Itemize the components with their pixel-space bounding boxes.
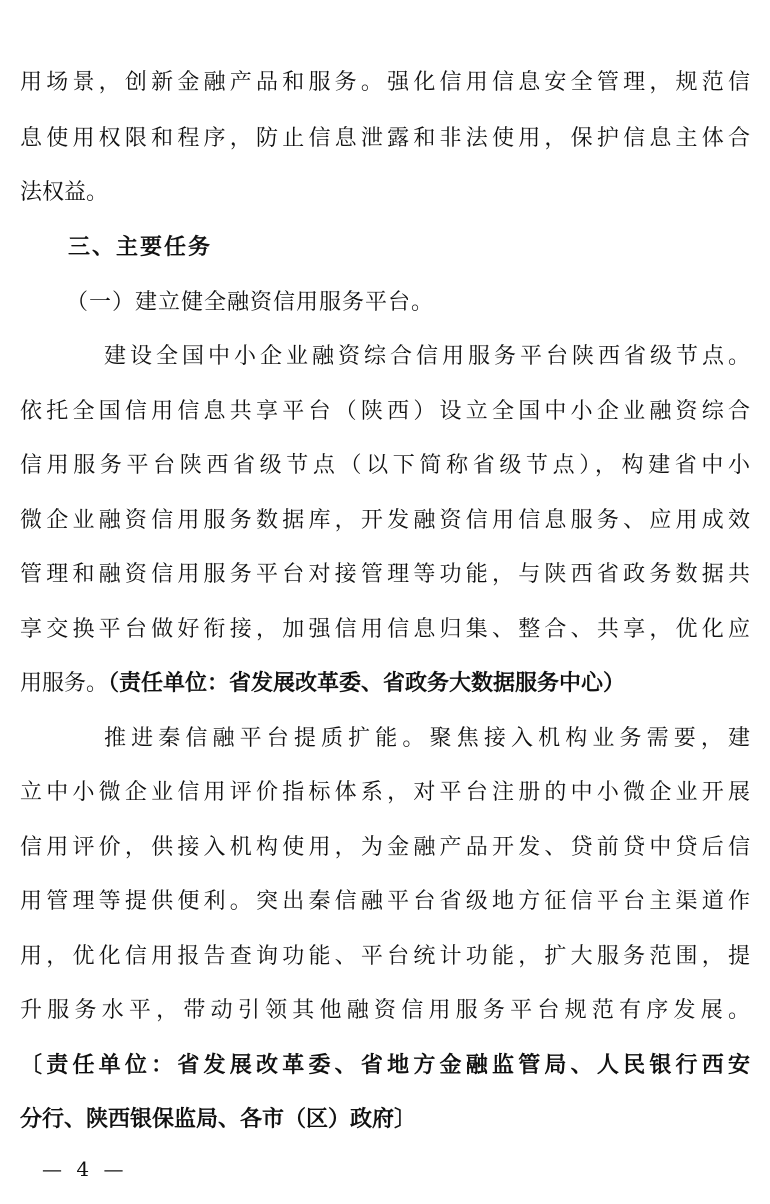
paragraph-first-line: 建设全国中小企业融资综合信用服务平台陕西省级节点。 [104,344,750,369]
paragraph-first-line: 推进秦信融平台提质扩能。聚焦接入机构业务需要，建 [104,726,750,751]
text-line: 享交换平台做好衔接，加强信用信息归集、整合、共享，优化应 [20,617,750,642]
text-segment: 用服务。 [20,671,109,696]
responsibility-note: （责任单位：省发展改革委、省政务大数据服务中心） [108,671,626,696]
text-line: 用场景，创新金融产品和服务。强化信用信息安全管理，规范信 [20,70,750,95]
text-line: 管理和融资信用服务平台对接管理等功能，与陕西省政务数据共 [20,562,750,587]
text-line: 用，优化信用报告查询功能、平台统计功能，扩大服务范围，提 [20,944,750,969]
text-line: 立中小微企业信用评价指标体系，对平台注册的中小微企业开展 [20,780,750,805]
responsibility-note: 分行、陕西银保监局、各市（区）政府〕 [20,1107,417,1132]
text-line: 依托全国信用信息共享平台（陕西）设立全国中小企业融资综合 [20,399,750,424]
text-line [20,669,625,699]
subsection-heading: （一）建立健全融资信用服务平台。 [66,290,435,315]
text-line: 信用评价，供接入机构使用，为金融产品开发、贷前贷中贷后信 [20,835,750,860]
text-line: 息使用权限和程序，防止信息泄露和非法使用，保护信息主体合 [20,126,750,151]
section-heading: 三、主要任务 [68,235,213,260]
text-line: 升服务水平，带动引领其他融资信用服务平台规范有序发展。 [20,998,750,1023]
page-number: — 4 — [42,1157,128,1181]
responsibility-note: 〔责任单位：省发展改革委、省地方金融监管局、人民银行西安 [20,1053,750,1078]
text-line: 用管理等提供便利。突出秦信融平台省级地方征信平台主渠道作 [20,889,750,914]
text-line: 微企业融资信用服务数据库，开发融资信用信息服务、应用成效 [20,508,750,533]
text-line: 法权益。 [20,180,109,205]
text-line: 信用服务平台陕西省级节点（以下简称省级节点），构建省中小 [20,453,750,478]
